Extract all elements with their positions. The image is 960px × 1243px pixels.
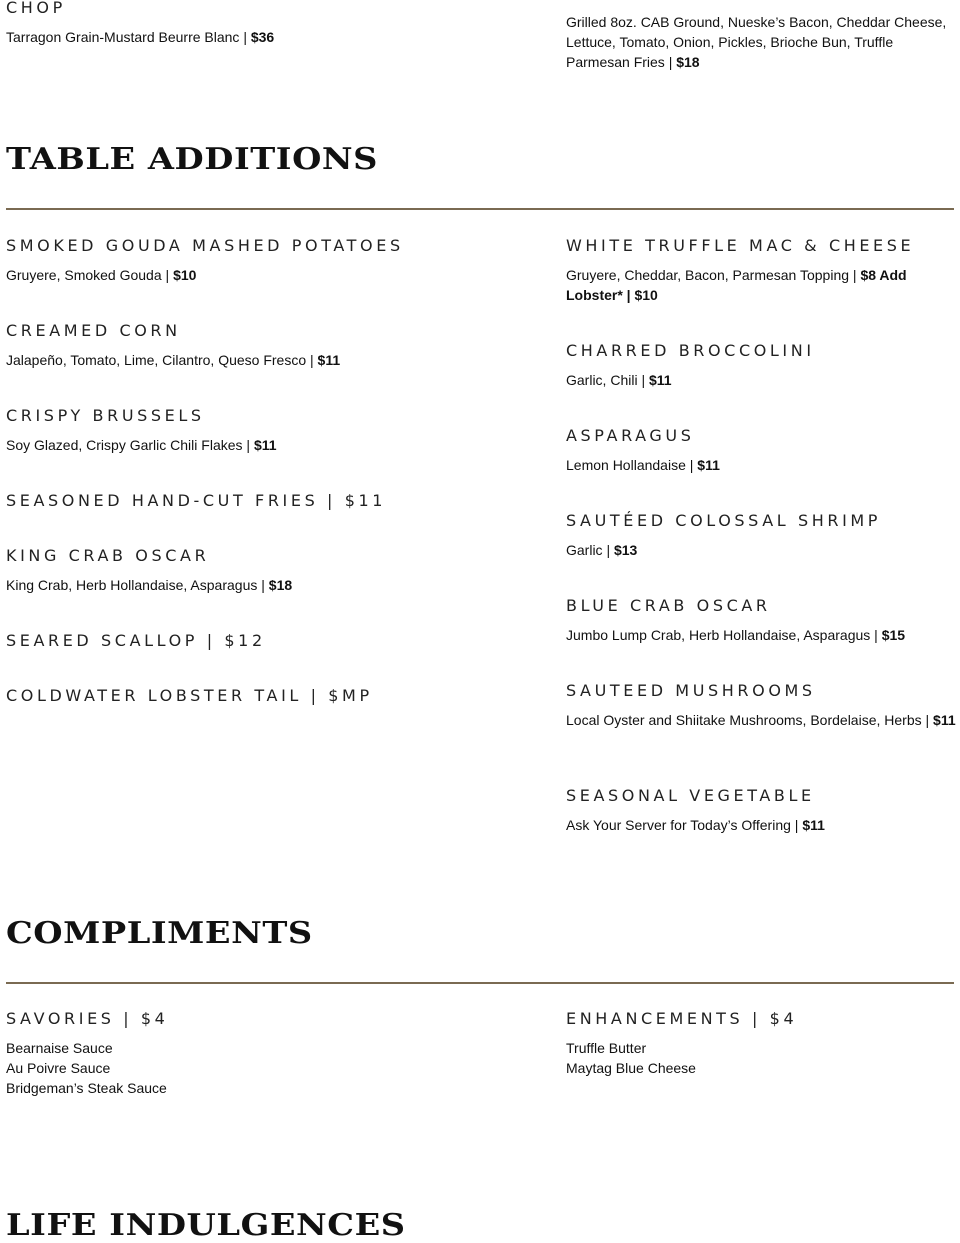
price: $36 bbox=[250, 29, 275, 45]
desc-text: Gruyere, Smoked Gouda | bbox=[6, 267, 174, 283]
item-desc-mushrooms bbox=[566, 710, 956, 730]
item-desc-asparagus bbox=[566, 455, 956, 475]
item-title-asparagus: ASPARAGUS bbox=[566, 426, 695, 445]
item-title-fries: SEASONED HAND-CUT FRIES | $11 bbox=[6, 491, 387, 510]
item-desc-creamed-corn bbox=[6, 350, 526, 370]
desc-text: Lemon Hollandaise | bbox=[566, 457, 698, 473]
section-heading-compliments: COMPLIMENTS bbox=[6, 916, 313, 951]
price: $11 bbox=[802, 817, 825, 833]
desc-text: Ask Your Server for Today’s Offering | bbox=[566, 817, 803, 833]
list-item: Bridgeman’s Steak Sauce bbox=[6, 1080, 167, 1096]
item-title-shrimp: SAUTÉED COLOSSAL SHRIMP bbox=[566, 511, 882, 530]
item-title-seasonal-vegetable: SEASONAL VEGETABLE bbox=[566, 786, 815, 805]
price: $8 Add Lobster* | $10 bbox=[566, 267, 907, 303]
desc-text: Gruyere, Cheddar, Bacon, Parmesan Topping | bbox=[566, 267, 861, 283]
item-title-seared-scallop: SEARED SCALLOP | $12 bbox=[6, 631, 266, 650]
list-item: Bearnaise Sauce bbox=[6, 1040, 113, 1056]
desc-text: Jalapeño, Tomato, Lime, Cilantro, Queso Fresco | bbox=[6, 352, 318, 368]
item-title-lobster-tail: COLDWATER LOBSTER TAIL | $MP bbox=[6, 686, 373, 705]
item-desc-mac-cheese bbox=[566, 265, 956, 305]
desc-text: Soy Glazed, Crispy Garlic Chili Flakes | bbox=[6, 437, 254, 453]
price: $11 bbox=[933, 712, 956, 728]
item-title-creamed-corn: CREAMED CORN bbox=[6, 321, 181, 340]
list-item: Truffle Butter bbox=[566, 1040, 647, 1056]
item-desc-king-crab-oscar bbox=[6, 575, 526, 595]
item-desc-smoked-gouda bbox=[6, 265, 526, 285]
section-divider bbox=[6, 208, 954, 210]
item-title-chop: CHOP bbox=[6, 0, 66, 17]
desc-text: King Crab, Herb Hollandaise, Asparagus | bbox=[6, 577, 269, 593]
item-title-blue-crab-oscar: BLUE CRAB OSCAR bbox=[566, 596, 771, 615]
list-item: Maytag Blue Cheese bbox=[566, 1060, 696, 1076]
item-title-savories: SAVORIES | $4 bbox=[6, 1009, 169, 1028]
item-title-enhancements: ENHANCEMENTS | $4 bbox=[566, 1009, 798, 1028]
desc-text: Local Oyster and Shiitake Mushrooms, Bordelaise, Herbs | bbox=[566, 712, 934, 728]
item-title-mushrooms: SAUTEED MUSHROOMS bbox=[566, 681, 816, 700]
price: $11 bbox=[697, 457, 720, 473]
item-title-crispy-brussels: CRISPY BRUSSELS bbox=[6, 406, 205, 425]
item-title-smoked-gouda: SMOKED GOUDA MASHED POTATOES bbox=[6, 236, 404, 255]
item-desc-seasonal-vegetable bbox=[566, 815, 956, 835]
section-heading-life-indulgences: LIFE INDULGENCES bbox=[6, 1208, 406, 1243]
item-title-broccolini: CHARRED BROCCOLINI bbox=[566, 341, 815, 360]
savories-list bbox=[6, 1038, 526, 1098]
item-desc-burger bbox=[566, 12, 956, 72]
item-title-king-crab-oscar: KING CRAB OSCAR bbox=[6, 546, 210, 565]
desc-text: Grilled 8oz. CAB Ground, Nueske’s Bacon, Cheddar Cheese, Lettuce, Tomato, Onion, Pickles, Brioche Bun, Truffle Parmesan Fries | bbox=[566, 14, 947, 70]
price: $18 bbox=[676, 54, 700, 70]
item-desc-broccolini bbox=[566, 370, 956, 390]
desc-text: Tarragon Grain-Mustard Beurre Blanc | bbox=[6, 29, 251, 45]
item-desc-crispy-brussels bbox=[6, 435, 526, 455]
item-desc-blue-crab-oscar bbox=[566, 625, 956, 645]
price: $11 bbox=[648, 372, 672, 388]
list-item: Au Poivre Sauce bbox=[6, 1060, 111, 1076]
enhancements-list bbox=[566, 1038, 956, 1078]
desc-text: Garlic, Chili | bbox=[566, 372, 649, 388]
desc-text: Jumbo Lump Crab, Herb Hollandaise, Asparagus | bbox=[566, 627, 882, 643]
desc-text: Garlic | bbox=[566, 542, 614, 558]
section-heading-table-additions: TABLE ADDITIONS bbox=[6, 142, 378, 177]
item-desc-shrimp bbox=[566, 540, 956, 560]
section-divider bbox=[6, 982, 954, 984]
item-title-mac-cheese: WHITE TRUFFLE MAC & CHEESE bbox=[566, 236, 915, 255]
item-desc-chop bbox=[6, 27, 526, 47]
price: $10 bbox=[173, 267, 197, 283]
price: $11 bbox=[317, 352, 341, 368]
price: $11 bbox=[253, 437, 277, 453]
price: $18 bbox=[268, 577, 293, 593]
price: $15 bbox=[881, 627, 906, 643]
price: $13 bbox=[613, 542, 638, 558]
